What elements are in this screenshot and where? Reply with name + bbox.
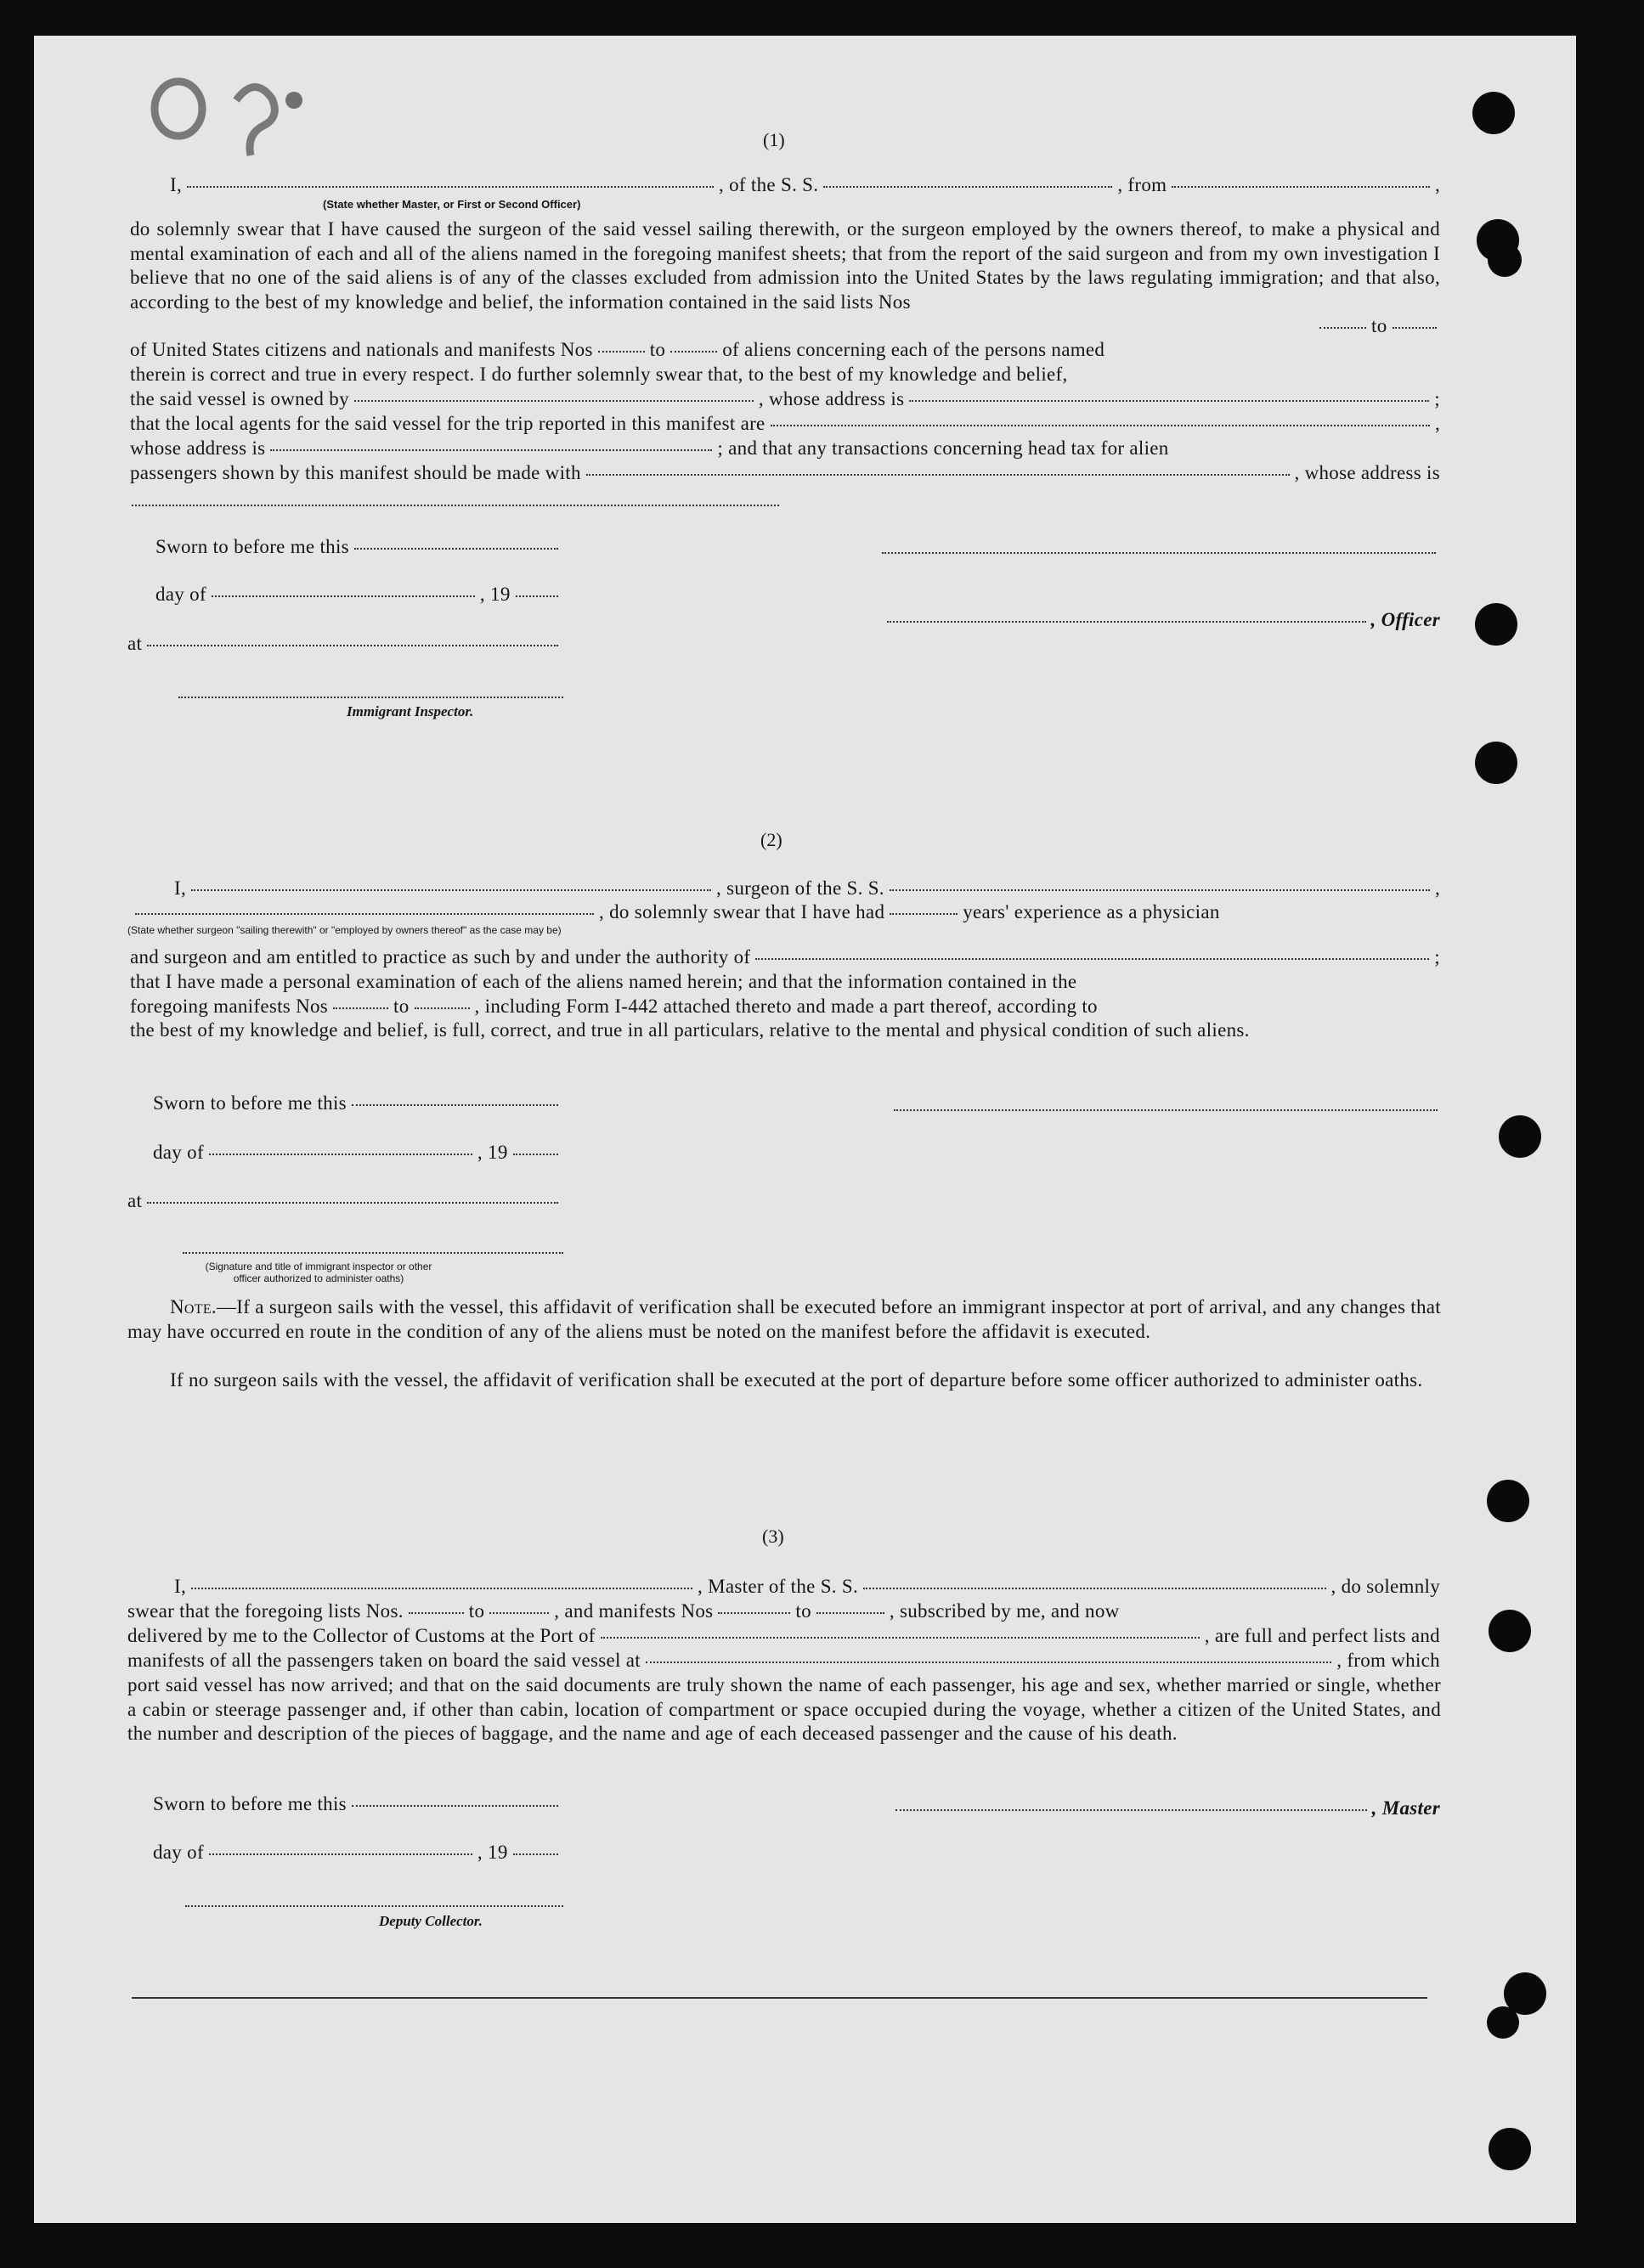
s1-vessel-field[interactable] [823, 186, 1112, 188]
s1-whose-address-end-label: , whose address is [1294, 462, 1440, 483]
s3-vessel-field[interactable] [863, 1588, 1325, 1589]
section-3-number: (3) [762, 1526, 784, 1547]
s3-master-label: , Master [1371, 1797, 1440, 1819]
s1-agent-address-field[interactable] [270, 449, 712, 451]
s3-full-label: , are full and perfect lists and [1204, 1625, 1440, 1646]
s3-manifests-from-field[interactable] [718, 1612, 790, 1614]
s2-surgeon-label: , surgeon of the S. S. [716, 877, 884, 899]
s3-line4 [127, 1649, 1440, 1673]
s3-master-row [890, 1797, 1440, 1820]
s1-passengers-row [130, 461, 1440, 485]
s1-i-label: I, [170, 174, 183, 195]
s1-year-label: , 19 [479, 584, 511, 605]
s3-day-label: day of [153, 1842, 204, 1863]
s1-caption: (State whether Master, or First or Second Officer) [323, 198, 581, 211]
s1-owner-field[interactable] [354, 400, 754, 402]
s2-foregoing-row [130, 995, 1440, 1018]
punch-hole [1475, 603, 1517, 646]
s1-month-field[interactable] [212, 595, 475, 597]
s1-from-label: , from [1117, 174, 1167, 195]
s1-agents-field[interactable] [771, 425, 1430, 426]
punch-hole [1489, 2128, 1531, 2170]
punch-hole [1499, 1115, 1541, 1158]
s2-years-label: years' experience as a physician [963, 901, 1220, 922]
s2-foregoing-label: foregoing manifests Nos [130, 996, 329, 1017]
s2-note-text: —If a surgeon sails with the vessel, this affidavit of verification shall be executed before an immigrant inspector at port of arrival, and any changes that may have occurred en route in the condition of any of the aliens must be noted on the manifest before the affidavit is executed. [127, 1296, 1441, 1342]
s3-year-field[interactable] [513, 1853, 558, 1855]
s2-caption: (State whether surgeon "sailing therewith" or "employed by owners thereof" as the case may be) [127, 924, 562, 936]
s2-sworn-day-field[interactable] [352, 1104, 558, 1106]
s3-delivered-label: delivered by me to the Collector of Customs at the Port of [127, 1625, 596, 1646]
s2-i-label: I, [174, 877, 187, 899]
s2-manifest-to-field[interactable] [415, 1007, 470, 1009]
s2-at-field[interactable] [147, 1202, 558, 1204]
s1-sworn-label: Sworn to before me this [155, 536, 349, 557]
s2-day-label: day of [153, 1142, 204, 1163]
s3-solemnly-label: , do solemnly [1330, 1576, 1440, 1597]
s1-comma: , [1434, 413, 1440, 434]
punch-hole [1489, 1610, 1531, 1652]
s1-year-field[interactable] [516, 595, 558, 597]
s2-note [127, 1295, 1441, 1344]
s1-owned-label: the said vessel is owned by [130, 388, 349, 409]
s3-day-row [153, 1841, 563, 1865]
punch-hole [1487, 2006, 1519, 2039]
s1-name-field[interactable] [187, 186, 714, 188]
s2-at-label: at [127, 1190, 143, 1211]
s1-officer-title-field[interactable] [887, 621, 1366, 623]
s1-head-tax-address-field[interactable] [132, 505, 779, 506]
s3-collector-label: Deputy Collector. [379, 1913, 483, 1929]
s1-whose-address-label: , whose address is [758, 388, 905, 409]
s2-sworn-label: Sworn to before me this [153, 1092, 347, 1114]
s3-line1 [174, 1575, 1440, 1599]
s2-note2: If no surgeon sails with the vessel, the affidavit of verification shall be executed at the port of departure before some officer authorized to administer oaths. [170, 1369, 1423, 1391]
s3-to2-label: to [795, 1600, 811, 1622]
stamp-mark [136, 75, 306, 160]
s2-day-row [153, 1141, 563, 1165]
s2-manifest-from-field[interactable] [333, 1007, 388, 1009]
s1-inspector-label: Immigrant Inspector. [347, 703, 474, 719]
s2-belief-paragraph: the best of my knowledge and belief, is full, correct, and true in all particulars, relative to the mental and physical condition of such aliens. [130, 1019, 1250, 1041]
s3-paragraph: port said vessel has now arrived; and that on the said documents are truly shown the name of each passenger, his age and sex, whether married or single, whether a cabin or steerage passenger and, if other than cabin, location of compartment or space occupied during the voyage, whether a citizen of the United States, and the number and description of the pieces of baggage, and the name and age of each deceased passenger and the cause of his death. [127, 1674, 1441, 1744]
s2-at-row [127, 1189, 563, 1213]
s1-passengers-label: passengers shown by this manifest should be made with [130, 462, 581, 483]
s1-line1-end: , [1434, 174, 1440, 195]
s3-manifests-label: , and manifests Nos [554, 1600, 714, 1622]
s1-semicolon: ; [1434, 388, 1440, 409]
s2-semicolon: ; [1434, 946, 1440, 968]
s1-officer-row [882, 608, 1440, 632]
s1-at-label: at [127, 633, 143, 654]
s1-to2-label: to [649, 339, 666, 360]
s2-year-field[interactable] [513, 1154, 558, 1155]
s1-manifests-label: of United States citizens and nationals and manifests Nos [130, 339, 593, 360]
s3-collector-signature-field[interactable] [185, 1905, 563, 1907]
s1-to-label: to [1371, 315, 1387, 336]
s1-sworn-row [155, 535, 563, 559]
s2-swear-label: , do solemnly swear that I have had [599, 901, 885, 922]
s3-sworn-day-field[interactable] [352, 1805, 558, 1807]
s2-inspector-signature-field[interactable] [183, 1252, 563, 1254]
s1-paragraph: do solemnly swear that I have caused the surgeon of the said vessel sailing therewith, or the surgeon employed by the owners thereof, to make a physical and mental examination of each and all of the aliens named in the foregoing manifest sheets; that from the report of the said surgeon and from my own investigation I believe that no one of the said aliens is of any of the classes excluded from admission into the United States by the laws regulating immigration; and that also, according to the best of my knowledge and belief, the information contained in the said lists Nos [130, 218, 1440, 313]
s2-surgeon-signature-field[interactable] [894, 1109, 1438, 1111]
s3-sworn-label: Sworn to before me this [153, 1793, 347, 1814]
s3-port-field[interactable] [601, 1637, 1200, 1639]
s2-name-field[interactable] [191, 889, 711, 891]
s1-officer-signature-field[interactable] [882, 552, 1436, 554]
s1-lists-to-field[interactable] [1319, 327, 1366, 329]
punch-hole [1488, 243, 1522, 277]
s3-manifests-all-label: manifests of all the passengers taken on board the said vessel at [127, 1650, 641, 1671]
s1-from-field[interactable] [1172, 186, 1430, 188]
s1-sworn-day-field[interactable] [354, 548, 558, 550]
s1-owner-row [130, 387, 1440, 411]
s3-master-signature-field[interactable] [895, 1809, 1367, 1811]
s1-at-row [127, 632, 563, 656]
s1-of-ss-label: , of the S. S. [719, 174, 819, 195]
s3-to-label: to [468, 1600, 485, 1622]
s3-departure-field[interactable] [646, 1662, 1331, 1663]
s1-owner-address-field[interactable] [909, 400, 1429, 402]
s1-agent-address-label: whose address is [130, 437, 266, 459]
s2-examination-row: that I have made a personal examination of each of the aliens named herein; and that the information contained in the [130, 971, 1077, 992]
s3-month-field[interactable] [209, 1853, 472, 1855]
s2-entitled-row [130, 945, 1440, 969]
s3-manifests-to-field[interactable] [816, 1612, 884, 1614]
s1-lists-row [1314, 314, 1442, 338]
s3-i-label: I, [174, 1576, 187, 1597]
s1-agents-label: that the local agents for the said vessel for the trip reported in this manifest are [130, 413, 766, 434]
s1-officer-label: , Officer [1370, 609, 1440, 630]
s1-lists-end-field[interactable] [1393, 327, 1438, 329]
s1-head-tax-label: ; and that any transactions concerning head tax for alien [717, 437, 1169, 459]
s2-sworn-row [153, 1092, 563, 1115]
s3-master-of-label: , Master of the S. S. [698, 1576, 859, 1597]
s2-note-label: Note. [170, 1296, 217, 1317]
section-1-number: (1) [763, 129, 785, 150]
s1-aliens-label: of aliens concerning each of the persons named [722, 339, 1105, 360]
s1-day-row [155, 583, 563, 606]
s2-years-field[interactable] [890, 913, 958, 915]
punch-hole [1475, 742, 1517, 784]
s3-lists-to-field[interactable] [489, 1612, 549, 1614]
s1-manifests-to-field[interactable] [670, 351, 717, 353]
s1-manifests-row [130, 338, 1440, 362]
s2-authority-field[interactable] [755, 958, 1429, 960]
s3-name-field[interactable] [191, 1588, 692, 1589]
s3-sworn-row [153, 1792, 563, 1816]
s1-agents-row [130, 412, 1440, 436]
punch-hole [1472, 92, 1515, 134]
s2-including-label: , including Form I-442 attached thereto and made a part thereof, according to [474, 996, 1098, 1017]
s3-line2 [127, 1599, 1440, 1623]
s2-month-field[interactable] [209, 1154, 472, 1155]
s1-inspector-signature-field[interactable] [178, 697, 563, 698]
s1-at-field[interactable] [147, 645, 558, 646]
s1-therein-row: therein is correct and true in every respect. I do further solemnly swear that, to the best of my knowledge and belief, [130, 364, 1068, 385]
s2-line2 [130, 900, 1442, 924]
s2-signature-caption: (Signature and title of immigrant inspector or other officer authorized to administer oaths) [205, 1261, 432, 1284]
s2-line1-end: , [1434, 877, 1440, 899]
s2-line1 [174, 877, 1440, 900]
s3-year-label: , 19 [477, 1842, 508, 1863]
s3-subscribed-label: , subscribed by me, and now [889, 1600, 1120, 1622]
punch-hole [1487, 1480, 1529, 1522]
s3-line3 [127, 1624, 1440, 1648]
s2-to-label: to [393, 996, 410, 1017]
s1-head-tax-field[interactable] [586, 474, 1290, 476]
s3-from-which-label: , from which [1336, 1650, 1440, 1671]
section-2-number: (2) [760, 829, 782, 850]
s2-year-label: , 19 [477, 1142, 508, 1163]
s1-agent-address-row [130, 437, 1440, 460]
s2-entitled-label: and surgeon and am entitled to practice as such by and under the authority of [130, 946, 751, 968]
s2-status-field[interactable] [135, 913, 594, 915]
bottom-rule [132, 1997, 1427, 1999]
s1-manifests-from-field[interactable] [598, 351, 645, 353]
s3-swear-label: swear that the foregoing lists Nos. [127, 1600, 404, 1622]
s2-vessel-field[interactable] [890, 889, 1430, 891]
s1-day-label: day of [155, 584, 206, 605]
s1-line1 [170, 173, 1440, 197]
s3-lists-from-field[interactable] [409, 1612, 464, 1614]
